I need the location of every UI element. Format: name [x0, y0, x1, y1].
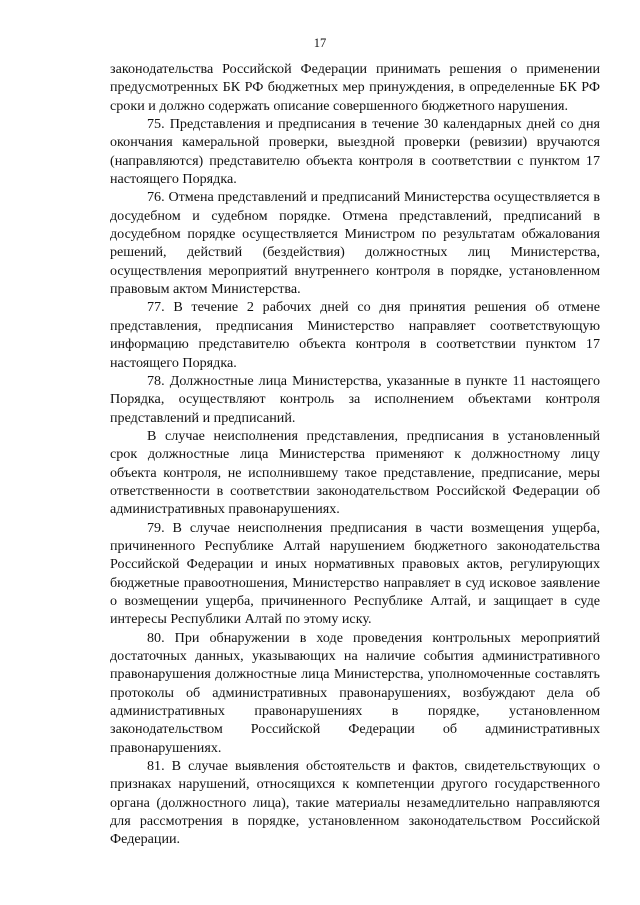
paragraph-77: 77. В течение 2 рабочих дней со дня принятия решения об отмене представления, предписания Министерство направляет соответствующую информацию представителю объекта контроля в соответствии пунктом 17 настоящего Порядка. [110, 299, 600, 371]
paragraph-75: 75. Представления и предписания в течение 30 календарных дней со дня окончания камеральной проверки, выездной проверки (ревизии) вручаются (направляются) представителю объекта контроля в соответствии с пунктом 17 настоящего Порядка. [110, 116, 600, 188]
document-body [110, 60, 600, 849]
page-number: 17 [313, 36, 327, 50]
paragraph-78-continued: В случае неисполнения представления, предписания в установленный срок должностные лица Министерства применяют к должностному лицу объекта контроля, не исполнившему такое представление, предписание, меры ответственности в соответствии законодательством Российской Федерации об административных правонарушениях. [110, 427, 600, 518]
paragraph-76: 76. Отмена представлений и предписаний Министерства осуществляется в досудебном и судебном порядке. Отмена представлений, предписаний в досудебном порядке осуществляется Министром по результатам обжалования решений, действий (бездействия) должностных лиц Министерства, осуществления мероприятий внутреннего контроля в порядке, установленном правовым актом Министерства. [110, 189, 600, 298]
paragraph-81: 81. В случае выявления обстоятельств и фактов, свидетельствующих о признаках нарушений, относящихся к компетенции другого государственного органа (должностного лица), такие материалы незамедлительно направляются для рассмотрения в порядке, установленном законодательством Российской Федерации. [110, 758, 600, 848]
paragraph-79: 79. В случае неисполнения предписания в части возмещения ущерба, причиненного Республике Алтай нарушением бюджетного законодательства Российской Федерации и иных нормативных правовых актов, регулирующих бюджетные правоотношения, Министерство направляет в суд исковое заявление о возмещении ущерба, причиненного Республике Алтай, и защищает в суде интересы Республики Алтай по этому иску. [110, 519, 600, 628]
paragraph-78: 78. Должностные лица Министерства, указанные в пункте 11 настоящего Порядка, осуществляют контроль за исполнением объектами контроля представлений и предписаний. [110, 372, 600, 426]
paragraph-continuation: законодательства Российской Федерации принимать решения о применении предусмотренных БК РФ бюджетных мер принуждения, в определенные БК РФ сроки и должно содержать описание совершенного бюджетного нарушения. [110, 61, 600, 114]
paragraph-80: 80. При обнаружении в ходе проведения контрольных мероприятий достаточных данных, указывающих на наличие события административного правонарушения должностные лица Министерства, уполномоченные составлять протоколы об административных правонарушениях, возбуждают дела об административных правонарушениях в порядке, установленном законодательством Российской Федерации об административных правонарушениях. [110, 629, 600, 756]
